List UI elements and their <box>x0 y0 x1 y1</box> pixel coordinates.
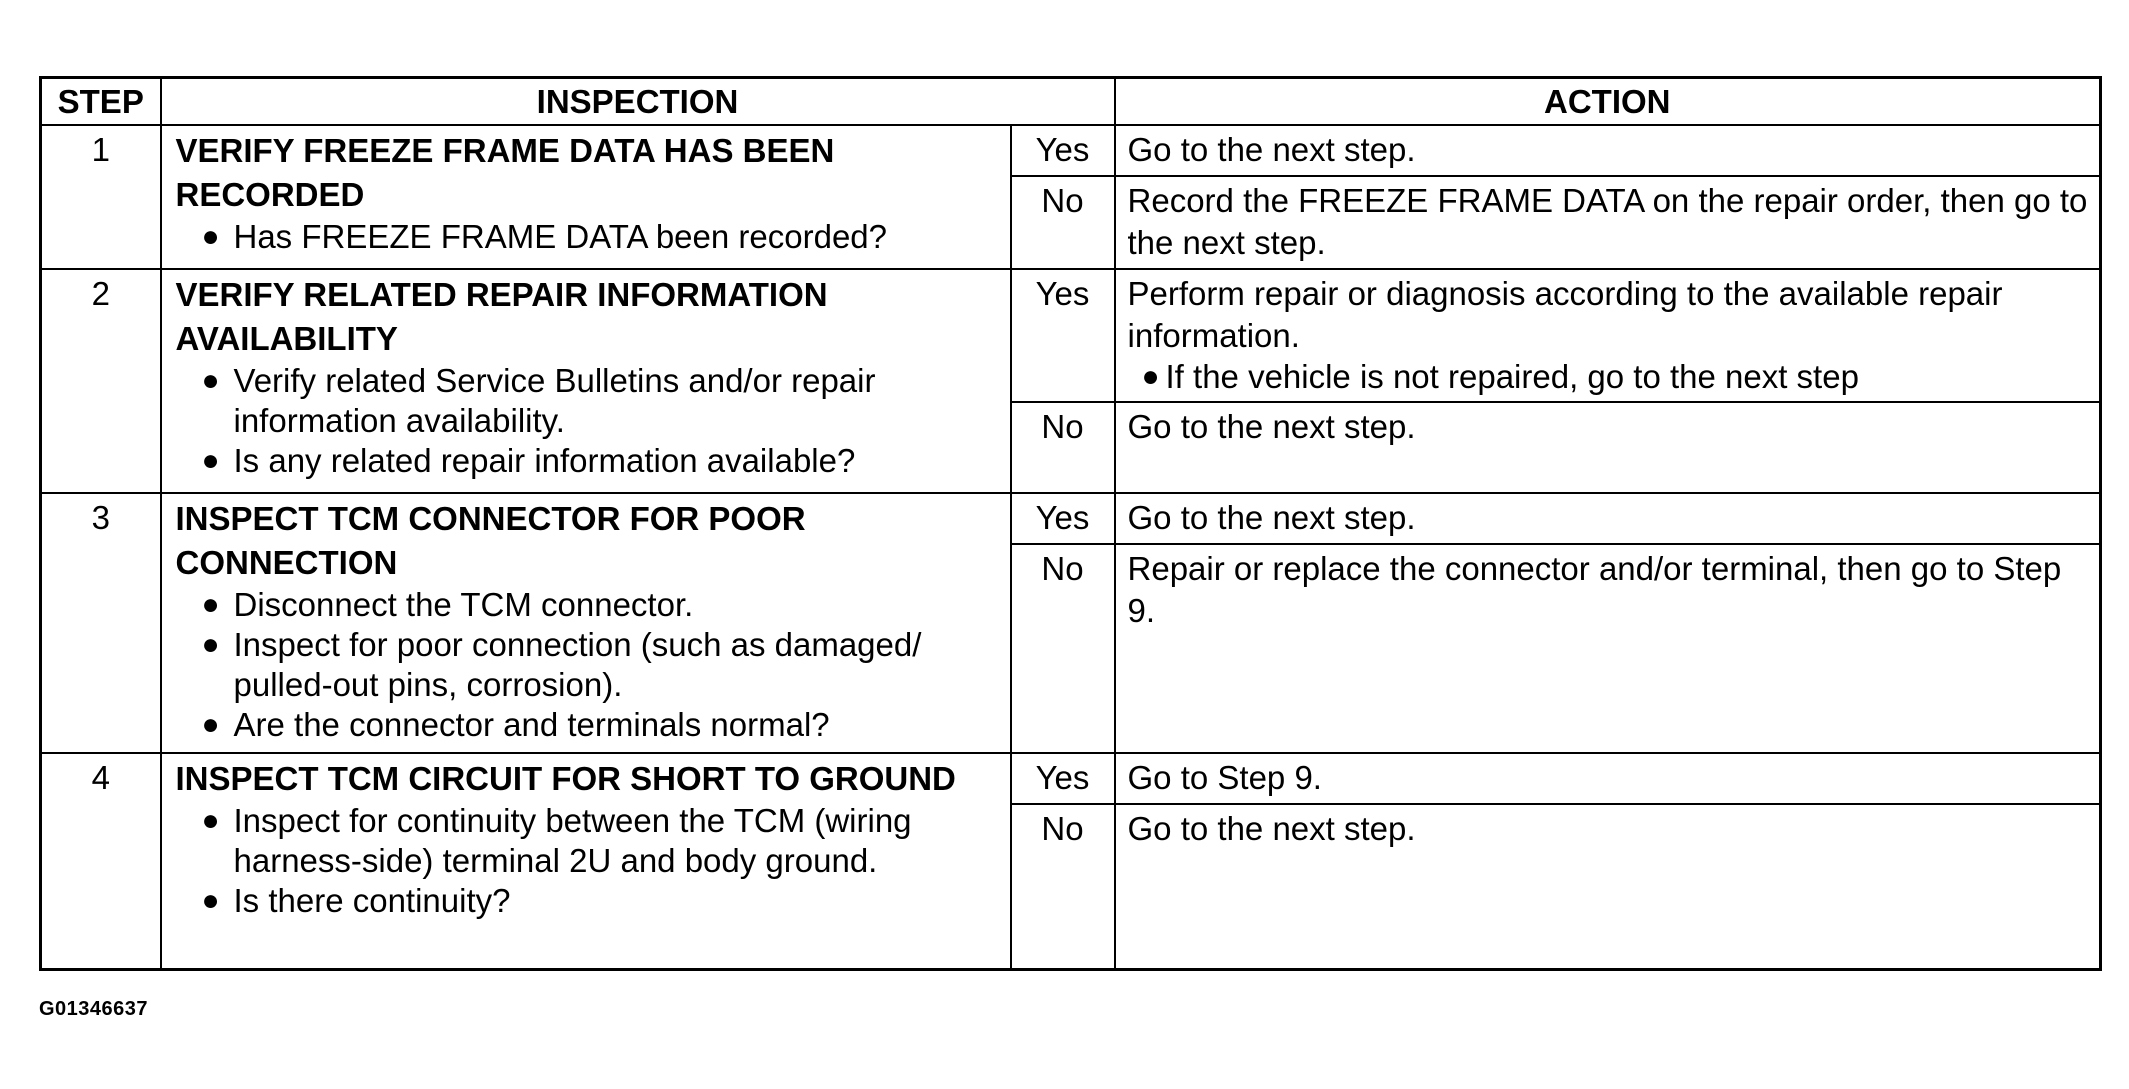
no-action: Go to the next step. <box>1115 402 2101 493</box>
bullet-icon: ● <box>201 628 220 661</box>
yes-label: Yes <box>1011 753 1115 804</box>
action-subitem: ● If the vehicle is not repaired, go to the next step <box>1141 358 1859 395</box>
table-row <box>41 753 2101 804</box>
step-number: 3 <box>41 493 161 753</box>
inspection-list <box>176 217 1000 257</box>
no-action: Repair or replace the connector and/or terminal, then go to Step 9. <box>1115 544 2101 753</box>
no-action: Record the FREEZE FRAME DATA on the repair order, then go to the next step. <box>1115 176 2101 269</box>
bullet-icon: ● <box>201 804 220 837</box>
bullet-icon: ● <box>201 444 220 477</box>
inspection-item: ● Are the connector and terminals normal? <box>201 706 830 743</box>
inspection-list <box>176 801 1000 921</box>
inspection-item: ● Inspect for continuity between the TCM (wiring harness-side) terminal 2U and body ground. <box>201 802 912 879</box>
inspection-title: VERIFY RELATED REPAIR INFORMATION AVAILABILITY <box>175 276 828 357</box>
bullet-icon: ● <box>201 220 220 253</box>
inspection-item: ● Disconnect the TCM connector. <box>201 586 694 623</box>
inspection-item: ● Inspect for poor connection (such as damaged/ pulled-out pins, corrosion). <box>201 626 922 703</box>
yes-action: Go to the next step. <box>1115 493 2101 544</box>
bullet-icon: ● <box>1141 360 1160 393</box>
yes-action: Perform repair or diagnosis according to the available repair information. <box>1127 275 2003 354</box>
table-row <box>41 269 2101 402</box>
yes-action: Go to Step 9. <box>1115 753 2101 804</box>
bullet-icon: ● <box>201 708 220 741</box>
inspection-item: ● Is there continuity? <box>201 882 511 919</box>
table-row <box>41 125 2101 176</box>
bullet-icon: ● <box>201 588 220 621</box>
inspection-cell <box>161 493 1011 753</box>
inspection-item: ● Is any related repair information available? <box>201 442 856 479</box>
no-label: No <box>1011 402 1115 493</box>
table-header-row <box>41 78 2101 126</box>
yes-action-cell <box>1115 269 2101 402</box>
bullet-icon: ● <box>201 364 220 397</box>
diagnostic-procedure-table <box>39 76 2102 971</box>
inspection-cell <box>161 753 1011 970</box>
figure-id: G01346637 <box>39 998 149 1020</box>
bullet-icon: ● <box>201 884 220 917</box>
inspection-cell <box>161 125 1011 269</box>
step-number: 4 <box>41 753 161 970</box>
inspection-item: ● Verify related Service Bulletins and/or repair information availability. <box>201 362 876 439</box>
no-label: No <box>1011 804 1115 970</box>
table-row <box>41 493 2101 544</box>
yes-action: Go to the next step. <box>1115 125 2101 176</box>
yes-label: Yes <box>1011 125 1115 176</box>
inspection-title: INSPECT TCM CIRCUIT FOR SHORT TO GROUND <box>175 760 956 797</box>
inspection-title: INSPECT TCM CONNECTOR FOR POOR CONNECTION <box>175 500 806 581</box>
header-step: STEP <box>41 78 161 126</box>
step-number: 1 <box>41 125 161 269</box>
no-label: No <box>1011 176 1115 269</box>
inspection-cell <box>161 269 1011 493</box>
inspection-title: VERIFY FREEZE FRAME DATA HAS BEEN RECORDED <box>175 132 835 213</box>
inspection-item: ● Has FREEZE FRAME DATA been recorded? <box>201 218 888 255</box>
no-label: No <box>1011 544 1115 753</box>
no-action: Go to the next step. <box>1115 804 2101 970</box>
inspection-list <box>176 585 1000 745</box>
yes-label: Yes <box>1011 493 1115 544</box>
header-inspection: INSPECTION <box>161 78 1115 126</box>
inspection-list <box>176 361 1000 481</box>
step-number: 2 <box>41 269 161 493</box>
yes-label: Yes <box>1011 269 1115 402</box>
action-sublist <box>1128 357 2090 397</box>
header-action: ACTION <box>1115 78 2101 126</box>
